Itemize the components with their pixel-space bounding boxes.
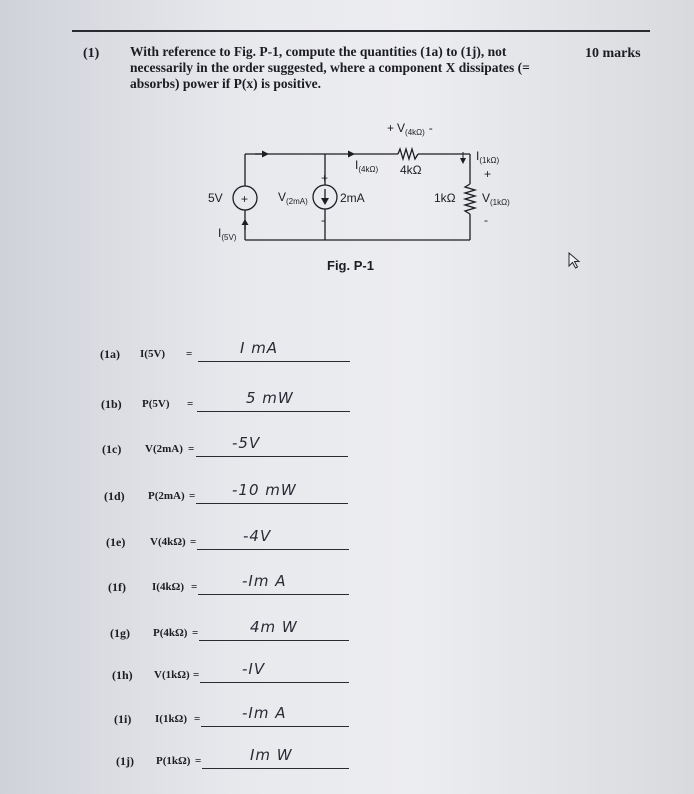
handwritten-answer: -Im A <box>242 704 287 722</box>
handwritten-answer: -IV <box>242 660 266 678</box>
v1k-plus: + <box>484 167 492 181</box>
answer-row <box>0 746 694 776</box>
answer-blank-line <box>200 682 349 683</box>
answer-blank-line <box>198 361 350 362</box>
i4k-symbol: $I_{(4k\Omega)}$ <box>355 158 379 174</box>
answer-symbol: V(1kΩ) <box>154 669 190 681</box>
v2ma-plus: + <box>321 171 329 185</box>
answer-symbol: P(2mA) <box>148 490 185 502</box>
handwritten-answer: Im W <box>250 746 293 764</box>
answer-equals: = <box>186 348 193 360</box>
figure-caption: Fig. P-1 <box>327 258 374 273</box>
answer-label: (1g) <box>110 626 130 640</box>
answer-row <box>0 618 694 648</box>
answer-row <box>0 389 694 419</box>
answer-blank-line <box>197 411 350 412</box>
answer-blank-line <box>202 768 349 769</box>
answer-blank-line <box>199 640 349 641</box>
answer-row <box>0 527 694 557</box>
answer-blank-line <box>201 726 349 727</box>
answer-blank-line <box>198 594 349 595</box>
answer-row <box>0 434 694 464</box>
r1k-label: 1kΩ <box>434 191 456 205</box>
answer-equals: = <box>194 713 201 725</box>
answer-symbol: I(1kΩ) <box>155 713 188 725</box>
marks-label: 10 marks <box>585 46 641 61</box>
answer-label: (1d) <box>104 489 125 503</box>
handwritten-answer: -Im A <box>242 572 287 590</box>
current-source-label: 2mA <box>340 191 365 205</box>
answer-equals: = <box>190 536 197 548</box>
answer-symbol: I(5V) <box>140 348 166 360</box>
answer-row <box>0 572 694 602</box>
answer-label: (1a) <box>100 347 120 361</box>
answer-row <box>0 660 694 690</box>
question-text: With reference to Fig. P-1, compute the quantities (1a) to (1j), not necessarily in the order suggested, where a component X dissipates (= absorbs) power if P(x) is positive. <box>130 44 530 91</box>
answer-equals: = <box>189 490 196 502</box>
mouse-pointer-icon <box>568 252 582 270</box>
i5v-symbol: $I_{(5V)}$ <box>218 226 237 242</box>
circuit-diagram <box>190 112 510 262</box>
answer-row <box>0 481 694 511</box>
answer-equals: = <box>193 669 200 681</box>
handwritten-answer: 5 mW <box>246 389 294 407</box>
answer-equals: = <box>195 755 202 767</box>
i1k-symbol: $I_{(1k\Omega)}$ <box>476 149 500 165</box>
handwritten-answer: -5V <box>232 434 261 452</box>
resistor-4k <box>398 149 418 159</box>
answer-blank-line <box>196 503 348 504</box>
top-rule <box>72 30 650 32</box>
answer-label: (1c) <box>102 442 122 456</box>
answer-label: (1j) <box>116 754 134 768</box>
answer-label: (1f) <box>108 580 126 594</box>
r4k-label: 4kΩ <box>400 163 422 177</box>
answer-label: (1b) <box>101 397 122 411</box>
answer-blank-line <box>197 549 349 550</box>
answer-symbol: I(4kΩ) <box>152 581 185 593</box>
resistor-1k <box>465 184 475 214</box>
v1k-symbol: $V_{(1k\Omega)}$ <box>482 191 510 207</box>
answer-label: (1e) <box>106 535 126 549</box>
answer-label: (1h) <box>112 668 133 682</box>
answer-symbol: V(4kΩ) <box>150 536 186 548</box>
answer-row <box>0 704 694 734</box>
v1k-minus: - <box>484 213 488 227</box>
answer-blank-line <box>196 456 348 457</box>
handwritten-answer: 4m W <box>250 618 298 636</box>
source-5v-label: 5V <box>208 191 223 205</box>
answer-row <box>0 339 694 369</box>
question-number: (1) <box>83 46 100 61</box>
answer-label: (1i) <box>114 712 132 726</box>
answer-equals: = <box>192 627 199 639</box>
answer-symbol: V(2mA) <box>145 443 183 455</box>
answer-equals: = <box>188 443 195 455</box>
handwritten-answer: -10 mW <box>232 481 297 499</box>
v2ma-symbol: $V_{(2mA)}$ <box>278 190 308 206</box>
handwritten-answer: I mA <box>240 339 279 357</box>
answer-equals: = <box>191 581 198 593</box>
answer-symbol: P(1kΩ) <box>156 755 191 767</box>
source-5v-sign: + <box>241 192 249 206</box>
answer-symbol: P(5V) <box>142 398 170 410</box>
v4k-symbol: + $V_{(4k\Omega)}$ - <box>387 121 433 137</box>
v2ma-minus: - <box>321 213 325 227</box>
answer-symbol: P(4kΩ) <box>153 627 188 639</box>
answer-equals: = <box>187 398 194 410</box>
handwritten-answer: -4V <box>243 527 272 545</box>
